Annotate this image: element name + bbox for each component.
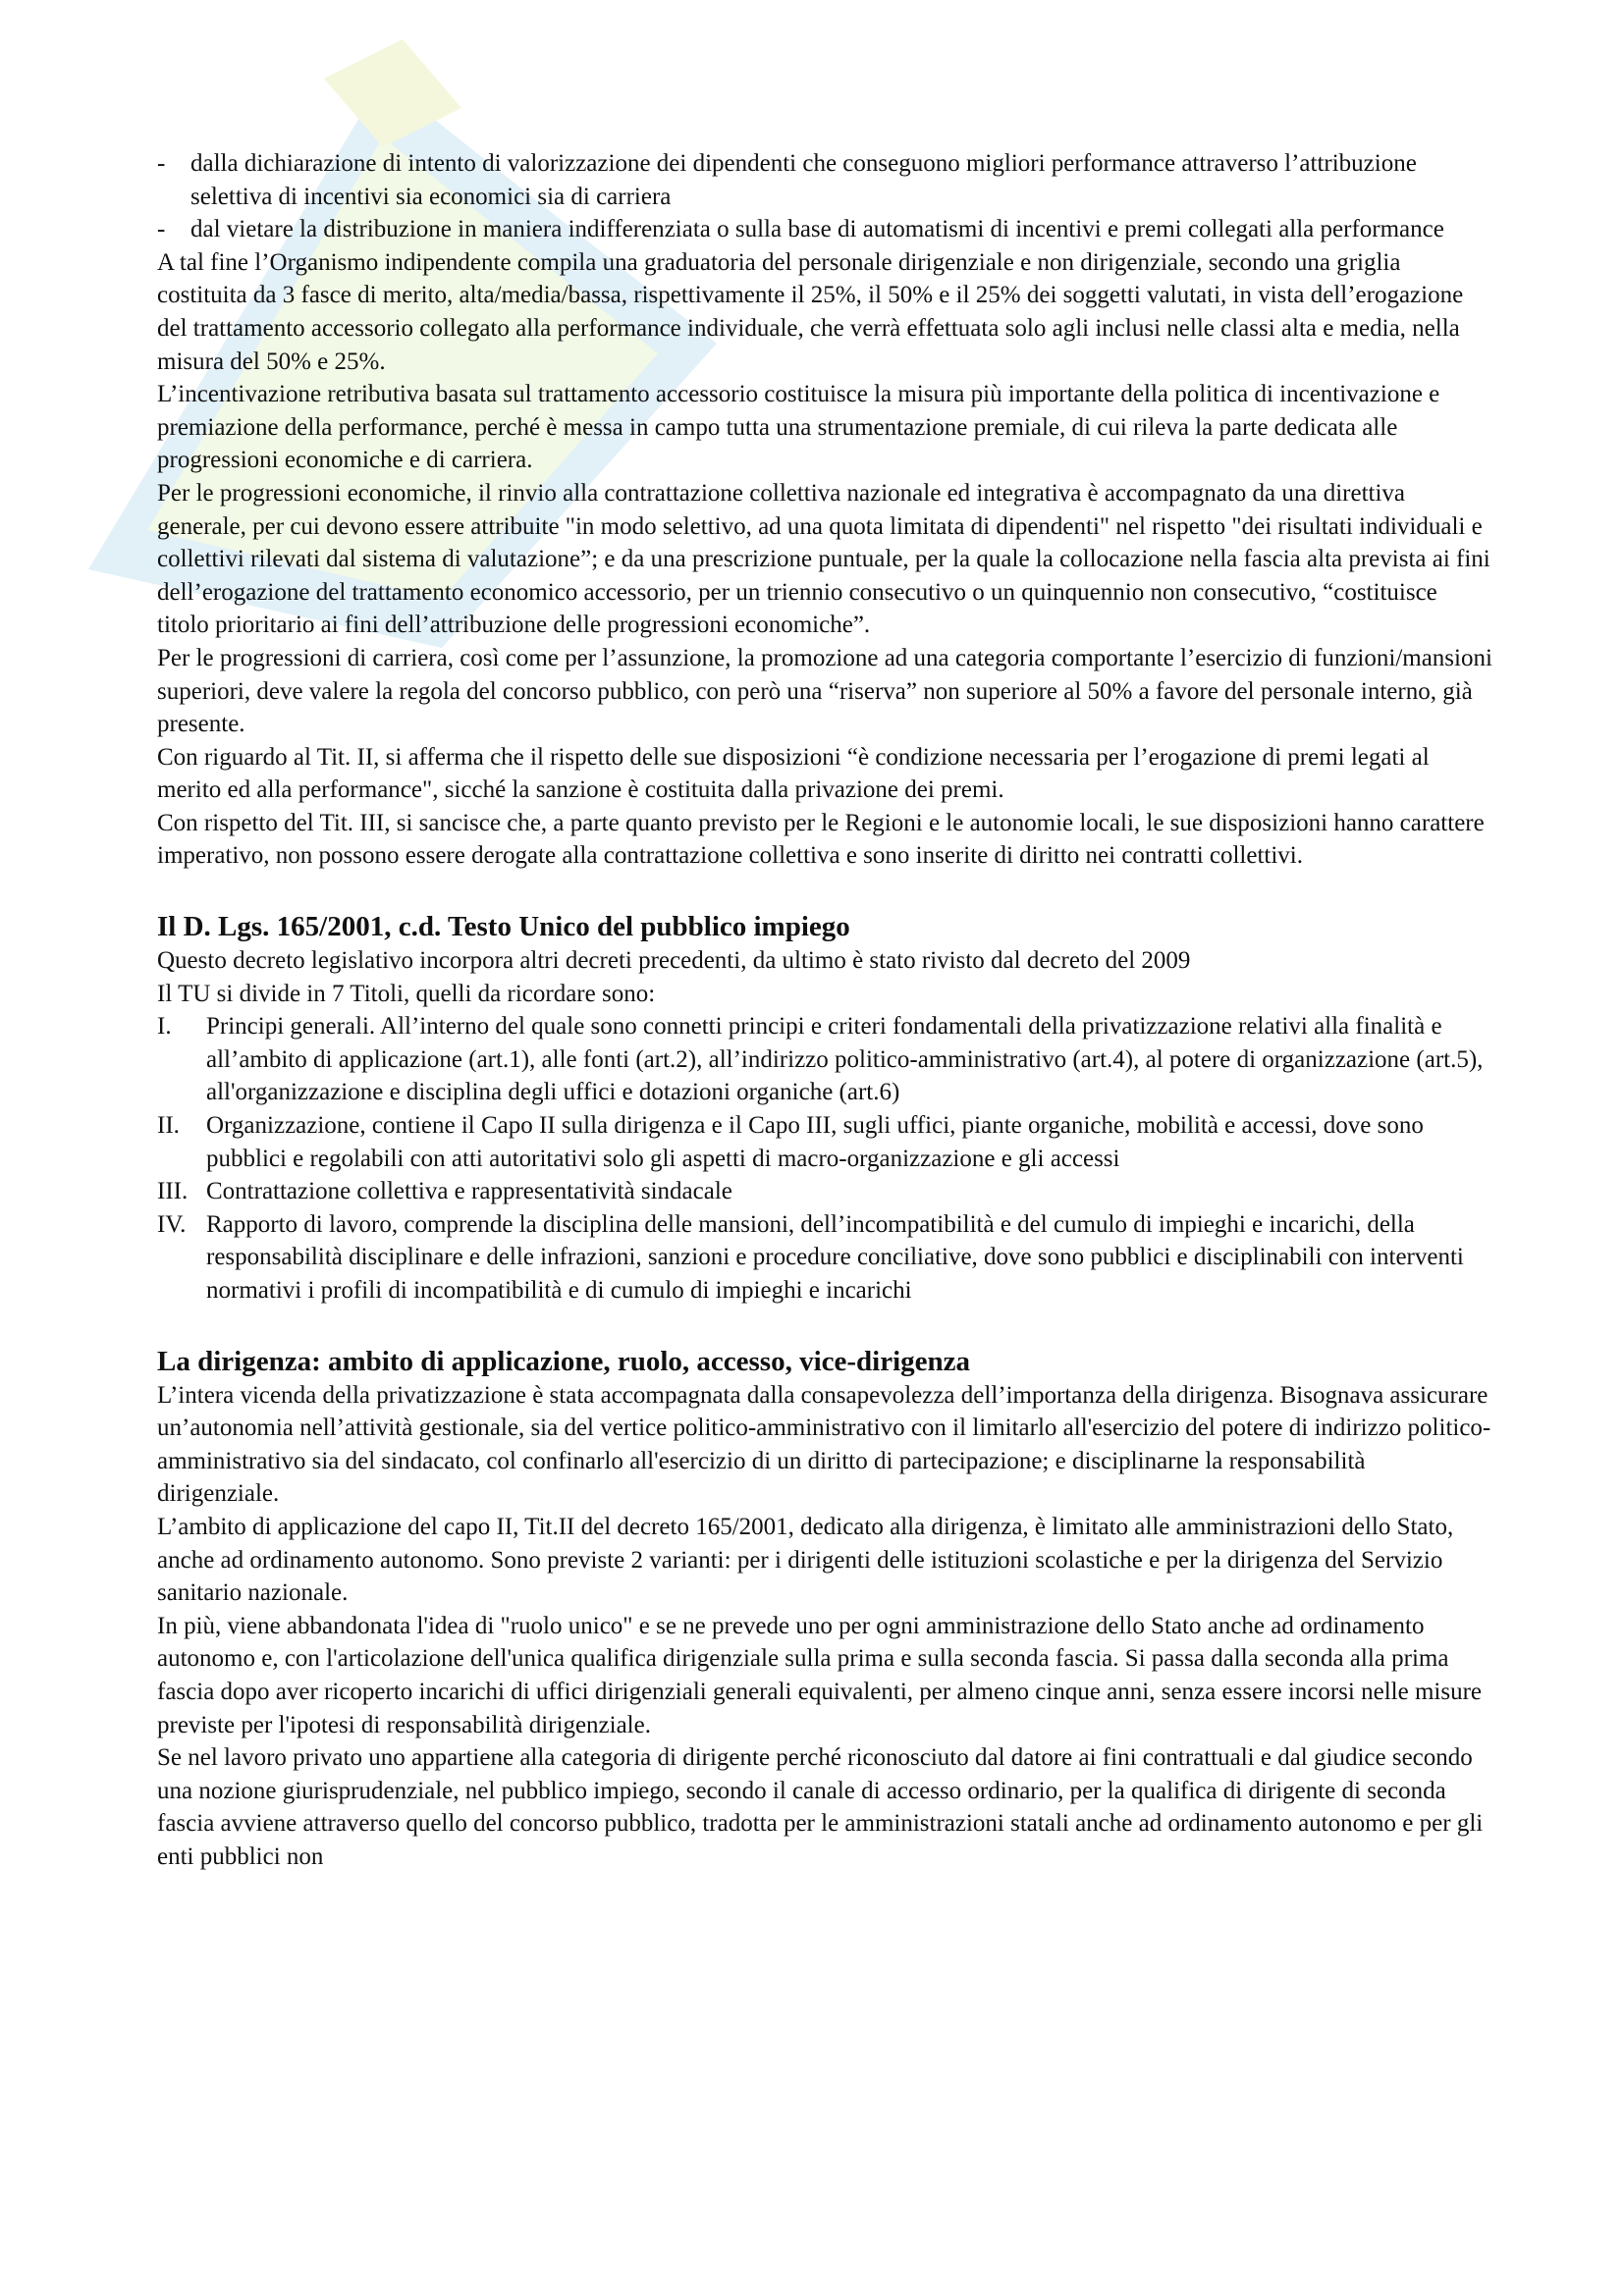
paragraph: Con riguardo al Tit. II, si afferma che il rispetto delle sue disposizioni “è condizione necessaria per l’erogazione di premi legati al merito ed alla performance", sicché la sanzione è costituita dalla privazione dei premi. — [157, 743, 1430, 804]
list-item: I. Principi generali. All’interno del quale sono connetti principi e criteri fondamentali della privatizzazione relativi alla finalità e all’ambito di applicazione (art.1), alle fonti (art.2), all’indirizzo politico-amministrativo (art.4), al potere di organizzazione (art.5), all'organizzazione e disciplina degli uffici e dotazioni organiche (art.6) — [157, 1013, 1484, 1106]
section-heading-dirigenza: La dirigenza: ambito di applicazione, ruolo, accesso, vice-dirigenza — [157, 1345, 971, 1377]
document-page — [157, 147, 1492, 1874]
paragraph: Se nel lavoro privato uno appartiene alla categoria di dirigente perché riconosciuto dal datore ai fini contrattuali e dal giudice secondo una nozione giurisprudenziale, nel pubblico impiego, secondo il canale di accesso ordinario, per la qualifica di dirigente di seconda fascia avviene attraverso quello del concorso pubblico, tradotta per le amministrazioni statali anche ad ordinamento autonomo e per gli enti pubblici non — [157, 1744, 1484, 1870]
list-item: II. Organizzazione, contiene il Capo II sulla dirigenza e il Capo III, sugli uffici, piante organiche, mobilità e accessi, dove sono pubblici e regolabili con atti autoritativi solo gli aspetti di macro-organizzazione e gli accessi — [157, 1112, 1424, 1172]
titoli-list — [157, 1010, 1492, 1307]
paragraph: L’ambito di applicazione del capo II, Tit.II del decreto 165/2001, dedicato alla dirigenza, è limitato alle amministrazioni dello Stato, anche ad ordinamento autonomo. Sono previste 2 varianti: per i dirigenti delle istituzioni scolastiche e per la dirigenza del Servizio sanitario nazionale. — [157, 1513, 1454, 1607]
intro-bullet-list — [157, 147, 1492, 246]
paragraph: L’intera vicenda della privatizzazione è stata accompagnata dalla consapevolezza dell’importanza della dirigenza. Bisognava assicurare un’autonomia nell’attività gestionale, sia del vertice politico-amministrativo con il limitarlo all'esercizio del potere di indirizzo politico-amministrativo sia del sindacato, col confinarlo all'esercizio di un diritto di partecipazione; e disciplinarne la responsabilità dirigenziale. — [157, 1381, 1491, 1508]
list-item: III. Contrattazione collettiva e rappresentatività sindacale — [157, 1178, 732, 1205]
paragraph: In più, viene abbandonata l'idea di "ruolo unico" e se ne prevede uno per ogni amministrazione dello Stato anche ad ordinamento autonomo e, con l'articolazione dell'unica qualifica dirigenziale sulla prima e sulla seconda fascia. Si passa dalla seconda alla prima fascia dopo aver ricoperto incarichi di uffici dirigenziali generali equivalenti, per almeno cinque anni, senza essere incorsi nelle misure previste per l'ipotesi di responsabilità dirigenziale. — [157, 1612, 1482, 1738]
list-item: - dal vietare la distribuzione in maniera indifferenziata o sulla base di automatismi di incentivi e premi collegati alla performance — [157, 216, 1444, 243]
paragraph: Per le progressioni di carriera, così come per l’assunzione, la promozione ad una categoria comportante l’esercizio di funzioni/mansioni superiori, deve valere la regola del concorso pubblico, con però una “riserva” non superiore al 50% a favore del personale interno, già presente. — [157, 644, 1492, 738]
paragraph: L’incentivazione retributiva basata sul trattamento accessorio costituisce la misura più importante della politica di incentivazione e premiazione della performance, perché è messa in campo tutta una strumentazione premiale, di cui rileva la parte dedicata alle progressioni economiche e di carriera. — [157, 381, 1440, 474]
paragraph: Con rispetto del Tit. III, si sancisce che, a parte quanto previsto per le Regioni e le autonomie locali, le sue disposizioni hanno carattere imperativo, non possono essere derogate alla contrattazione collettiva e sono inserite di diritto nei contratti collettivi. — [157, 809, 1485, 870]
paragraph: Questo decreto legislativo incorpora altri decreti precedenti, da ultimo è stato rivisto dal decreto del 2009 — [157, 947, 1191, 975]
paragraph: Per le progressioni economiche, il rinvio alla contrattazione collettiva nazionale ed integrativa è accompagnato da una direttiva generale, per cui devono essere attribuite "in modo selettivo, ad una quota limitata di dipendenti" nel rispetto "dei risultati individuali e collettivi rilevati dal sistema di valutazione”; e da una prescrizione puntuale, per la quale la collocazione nella fascia alta prevista ai fini dell’erogazione del trattamento economico accessorio, per un triennio consecutivo o un quinquennio non consecutivo, “costituisce titolo prioritario ai fini dell’attribuzione delle progressioni economiche”. — [157, 479, 1490, 639]
list-item: IV. Rapporto di lavoro, comprende la disciplina delle mansioni, dell’incompatibilità e del cumulo di impieghi e incarichi, della responsabilità disciplinare e delle infrazioni, sanzioni e procedure conciliative, dove sono pubblici e disciplinabili con interventi normativi i profili di incompatibilità e di cumulo di impieghi e incarichi — [157, 1210, 1464, 1304]
list-item: - dalla dichiarazione di intento di valorizzazione dei dipendenti che conseguono migliori performance attraverso l’attribuzione selettiva di incentivi sia economici sia di carriera — [157, 150, 1417, 210]
paragraph: Il TU si divide in 7 Titoli, quelli da ricordare sono: — [157, 980, 656, 1007]
paragraph: A tal fine l’Organismo indipendente compila una graduatoria del personale dirigenziale e non dirigenziale, secondo una griglia costituita da 3 fasce di merito, alta/media/bassa, rispettivamente il 25%, il 50% e il 25% dei soggetti valutati, in vista dell’erogazione del trattamento accessorio collegato alla performance individuale, che verrà effettuata solo agli inclusi nelle classi alta e media, nella misura del 50% e 25%. — [157, 248, 1464, 375]
section-heading-testo-unico: Il D. Lgs. 165/2001, c.d. Testo Unico del pubblico impiego — [157, 911, 850, 943]
